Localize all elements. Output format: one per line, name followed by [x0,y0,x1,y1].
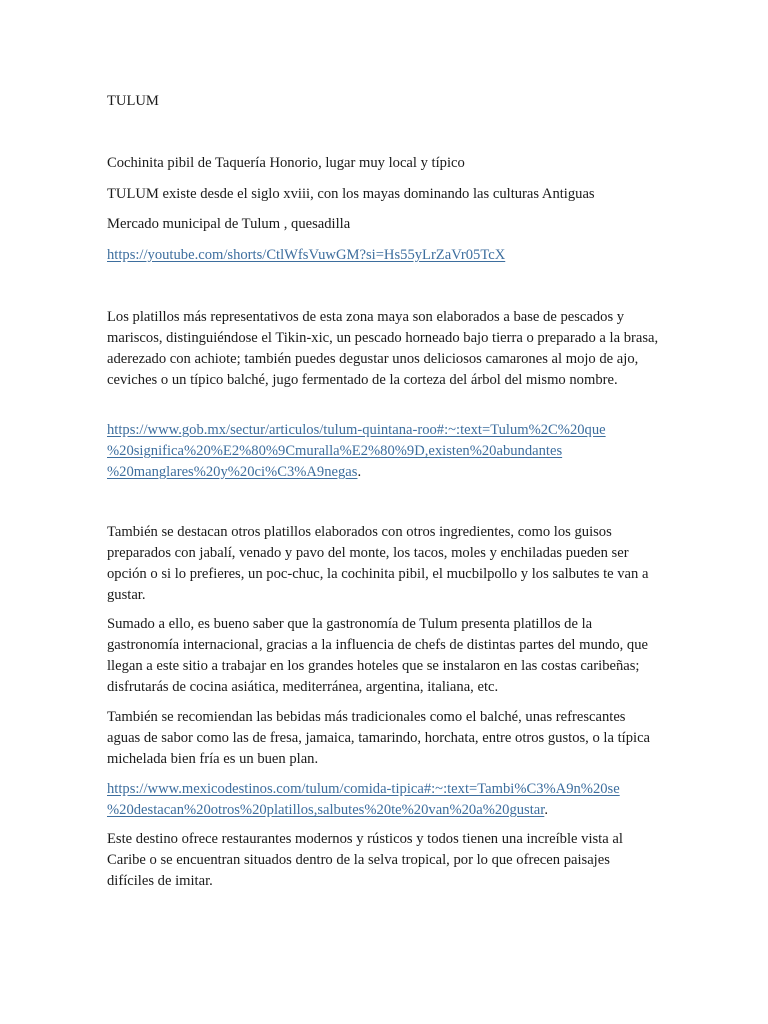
gob-link-line1: https://www.gob.mx/sectur/articulos/tulum-quintana-roo#:~:text=Tulum%2C%20que [107,422,606,438]
mexicodestinos-link-period: . [544,802,548,818]
mexicodestinos-link-line1: https://www.mexicodestinos.com/tulum/comida-tipica#:~:text=Tambi%C3%A9n%20se [107,781,620,797]
youtube-link[interactable]: https://youtube.com/shorts/CtlWfsVuwGM?si=Hs55yLrZaVr05TcX [107,247,506,263]
note-mercado: Mercado municipal de Tulum , quesadilla [107,216,351,232]
paragraph-bebidas: También se recomiendan las bebidas más tradicionales como el balché, unas refrescantes aguas de sabor como las de fresa, jamaica, tamarindo, horchata, entre otros gustos, o la típica michelada bien fría es un buen plan. [107,709,651,767]
gob-link-paragraph [107,420,659,483]
gob-link-line2: %20significa%20%E2%80%9Cmuralla%E2%80%9D,existen%20abundantes [107,443,563,459]
note-cochinita: Cochinita pibil de Taquería Honorio, lugar muy local y típico [107,155,465,171]
document-title: TULUM [107,93,159,109]
note-historia: TULUM existe desde el siglo xviii, con los mayas dominando las culturas Antiguas [107,186,595,202]
gob-link-period: . [357,464,362,480]
paragraph-platillos: Los platillos más representativos de esta zona maya son elaborados a base de pescados y mariscos, distinguiéndose el Tikin-xic, un pescado horneado bajo tierra o preparado a la brasa, aderezado con achiote; también puedes degustar unos deliciosos camarones al mojo de ajo, ceviches o un típico balché, jugo fermentado de la corteza del árbol del mismo nombre. [107,309,659,388]
paragraph-internacional: Sumado a ello, es bueno saber que la gastronomía de Tulum presenta platillos de la gastronomía internacional, gracias a la influencia de chefs de distintas partes del mundo, que llegan a este sitio a trabajar en los grandes hoteles que se instalaron en las costas caribeñas; disfrutarás de cocina asiática, mediterránea, argentina, italiana, etc. [107,616,648,695]
youtube-link-paragraph [107,245,659,266]
mexicodestinos-link[interactable] [107,781,620,818]
paragraph-otros-platillos: También se destacan otros platillos elaborados con otros ingredientes, como los guisos preparados con jabalí, venado y pavo del monte, los tacos, moles y enchiladas pueden ser opción o si lo prefieres, un poc-chuc, la cochinita pibil, el mucbilpollo y los salbutes te van a gustar. [107,524,649,603]
mexicodestinos-link-line2: %20destacan%20otros%20platillos,salbutes%20te%20van%20a%20gustar [107,802,545,818]
mexicodestinos-link-paragraph [107,779,659,821]
paragraph-destino: Este destino ofrece restaurantes modernos y rústicos y todos tienen una increíble vista al Caribe o se encuentran situados dentro de la selva tropical, por lo que ofrecen paisajes difíciles de imitar. [107,831,623,889]
gob-link-line3: %20manglares%20y%20ci%C3%A9negas [107,464,358,480]
